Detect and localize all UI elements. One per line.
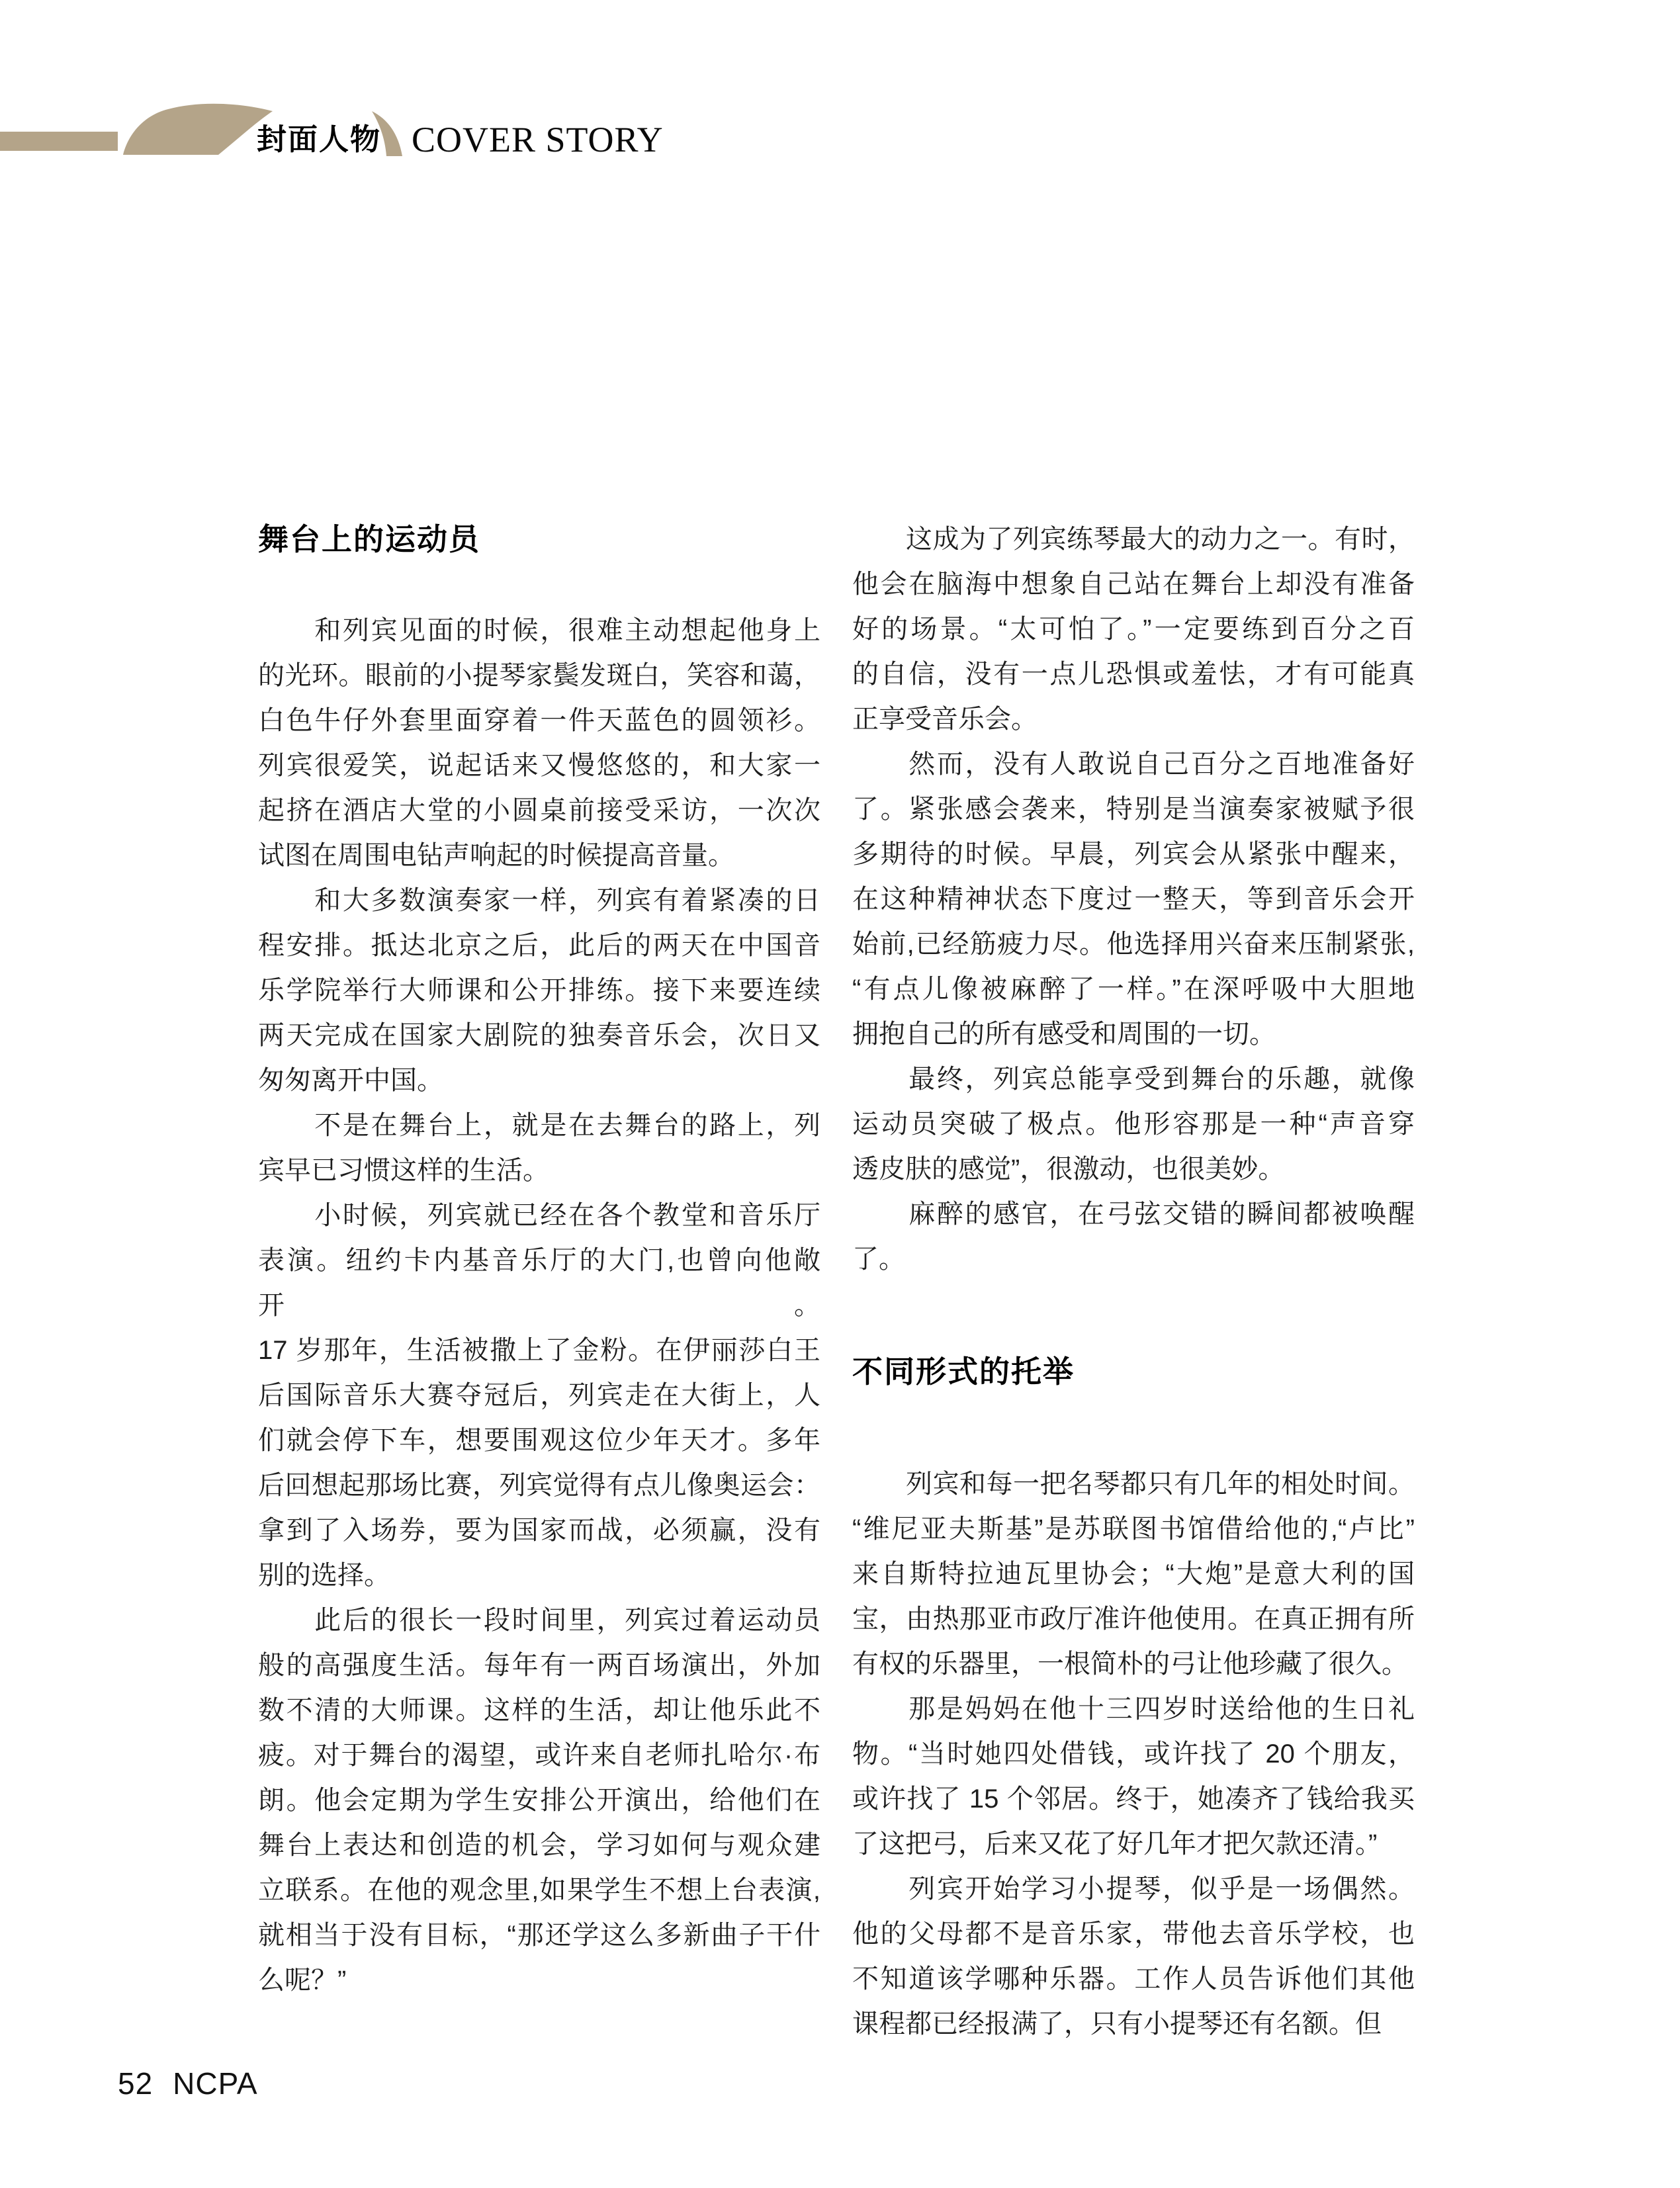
text-line: 和列宾见面的时候，很难主动想起他身上 (258, 616, 820, 645)
text-line: 17 岁那年，生活被撒上了金粉。在伊丽莎白王 (258, 1336, 820, 1365)
text-line: 然而，没有人敢说自己百分之百地准备好 (852, 750, 1415, 779)
text-line: 立联系。在他的观念里,如果学生不想上台表演, (258, 1876, 820, 1905)
text-line: 舞台上表达和创造的机会，学习如何与观众建 (258, 1831, 820, 1860)
paragraph (258, 608, 820, 878)
text-line: 试图在周围电钻声响起的时候提高音量。 (258, 841, 734, 870)
text-line: 多期待的时候。早晨，列宾会从紧张中醒来， (852, 840, 1415, 869)
left-column-heading: 舞台上的运动员 (258, 522, 480, 556)
paragraph (852, 1057, 1415, 1192)
text-line: 后回想起那场比赛，列宾觉得有点儿像奥运会： (258, 1471, 820, 1500)
text-line: 了。紧张感会袭来，特别是当演奏家被赋予很 (852, 795, 1415, 824)
text-line: 白色牛仔外套里面穿着一件天蓝色的圆领衫。 (258, 706, 820, 735)
text-line: 运动员突破了极点。他形容那是一种“声音穿 (852, 1110, 1415, 1139)
text-line: 么呢？” (258, 1966, 347, 1995)
text-line: 此后的很长一段时间里，列宾过着运动员 (258, 1606, 820, 1635)
text-line: 列宾开始学习小提琴，似乎是一场偶然。 (852, 1874, 1415, 1904)
text-line: 两天完成在国家大剧院的独奏音乐会，次日又 (258, 1021, 820, 1050)
text-line: 数不清的大师课。这样的生活，却让他乐此不 (258, 1696, 820, 1725)
right-column (852, 517, 1415, 2046)
text-line: 就相当于没有目标，“那还学这么多新曲子干什 (258, 1921, 820, 1950)
header-accent-bar (0, 132, 118, 151)
paragraph (852, 517, 1415, 742)
right-column-heading: 不同形式的托举 (852, 1354, 1075, 1389)
page-footer (118, 2068, 258, 2099)
paragraph (258, 1598, 820, 2003)
text-line: “有点儿像被麻醉了一样。”在深呼吸中大胆地 (852, 975, 1415, 1004)
paragraph (852, 1866, 1415, 2046)
text-line: 别的选择。 (258, 1561, 390, 1590)
left-column-paragraphs (258, 608, 820, 2003)
text-line: 起挤在酒店大堂的小圆桌前接受采访，一次次 (258, 796, 820, 825)
right-column-paragraphs-bottom (852, 1462, 1415, 2046)
text-line: 有权的乐器里，一根简朴的弓让他珍藏了很久。 (852, 1649, 1408, 1679)
text-line: 了这把弓，后来又花了好几年才把欠款还清。” (852, 1829, 1378, 1859)
text-line: 们就会停下车，想要围观这位少年天才。多年 (258, 1426, 820, 1455)
paragraph (258, 1193, 820, 1598)
text-line: “维尼亚夫斯基”是苏联图书馆借给他的,“卢比” (852, 1514, 1415, 1544)
text-line: 物。“当时她四处借钱，或许找了 20 个朋友， (852, 1739, 1415, 1769)
text-line: 乐学院举行大师课和公开排练。接下来要连续 (258, 976, 820, 1005)
text-line: 朗。他会定期为学生安排公开演出，给他们在 (258, 1786, 820, 1815)
paragraph (852, 1686, 1415, 1866)
text-line: 程安排。抵达北京之后，此后的两天在中国音 (258, 931, 820, 960)
text-line: 列宾很爱笑，说起话来又慢悠悠的，和大家一 (258, 751, 820, 780)
section-title-en: COVER STORY (412, 120, 664, 159)
paragraph (852, 1462, 1415, 1686)
text-line: 不知道该学哪种乐器。工作人员告诉他们其他 (852, 1964, 1415, 1993)
text-line: 和大多数演奏家一样，列宾有着紧凑的日 (258, 886, 820, 915)
text-line: 拥抱自己的所有感受和周围的一切。 (852, 1020, 1276, 1049)
section-title-cn: 封面人物 (257, 122, 382, 156)
right-column-paragraphs-top (852, 517, 1415, 1282)
paragraph (258, 1103, 820, 1193)
text-line: 那是妈妈在他十三四岁时送给他的生日礼 (852, 1694, 1415, 1724)
text-line: 的光环。眼前的小提琴家鬓发斑白，笑容和蔼， (258, 661, 820, 690)
text-line: 来自斯特拉迪瓦里协会；“大炮”是意大利的国 (852, 1559, 1415, 1589)
paragraph (258, 878, 820, 1103)
text-line: 在这种精神状态下度过一整天，等到音乐会开 (852, 885, 1415, 914)
page-number: 52 (118, 2066, 154, 2101)
text-line: 他会在脑海中想象自己站在舞台上却没有准备 (852, 570, 1415, 599)
text-line: 或许找了 15 个邻居。终于，她凑齐了钱给我买 (852, 1784, 1415, 1814)
text-line: 麻醉的感官，在弓弦交错的瞬间都被唤醒了。 (852, 1200, 1415, 1274)
text-line: 列宾和每一把名琴都只有几年的相处时间。 (852, 1469, 1415, 1499)
text-line: 的自信，没有一点儿恐惧或羞怯，才有可能真 (852, 660, 1415, 689)
text-line: 课程都已经报满了，只有小提琴还有名额。但 (852, 2009, 1382, 2038)
text-line: 这成为了列宾练琴最大的动力之一。有时， (852, 525, 1415, 554)
text-line: 最终，列宾总能享受到舞台的乐趣，就像 (852, 1065, 1415, 1094)
left-column (258, 517, 820, 2003)
text-line: 表演。纽约卡内基音乐厅的大门,也曾向他敞开。 (258, 1246, 820, 1320)
text-line: 透皮肤的感觉”，很激动，也很美妙。 (852, 1155, 1285, 1184)
text-line: 正享受音乐会。 (852, 705, 1038, 734)
text-line: 疲。对于舞台的渴望，或许来自老师扎哈尔·布 (258, 1741, 820, 1770)
text-line: 不是在舞台上，就是在去舞台的路上，列 (258, 1111, 820, 1140)
text-line: 拿到了入场券，要为国家而战，必须赢，没有 (258, 1516, 820, 1545)
paragraph (852, 1192, 1415, 1282)
small-swoosh-icon (371, 110, 406, 157)
text-line: 好的场景。“太可怕了。”一定要练到百分之百 (852, 615, 1415, 644)
text-line: 小时候，列宾就已经在各个教堂和音乐厅 (258, 1201, 820, 1230)
text-line: 般的高强度生活。每年有一两百场演出，外加 (258, 1651, 820, 1680)
text-line: 匆匆离开中国。 (258, 1066, 443, 1095)
text-line: 宾早已习惯这样的生活。 (258, 1156, 549, 1185)
text-line: 他的父母都不是音乐家，带他去音乐学校，也 (852, 1919, 1415, 1948)
text-line: 后国际音乐大赛夺冠后，列宾走在大街上，人 (258, 1381, 820, 1410)
text-line: 始前,已经筋疲力尽。他选择用兴奋来压制紧张, (852, 930, 1415, 959)
magazine-brand: NCPA (173, 2066, 258, 2101)
leaf-swoosh-icon (110, 103, 277, 156)
text-line: 宝，由热那亚市政厅准许他使用。在真正拥有所 (852, 1604, 1415, 1634)
paragraph (852, 742, 1415, 1057)
